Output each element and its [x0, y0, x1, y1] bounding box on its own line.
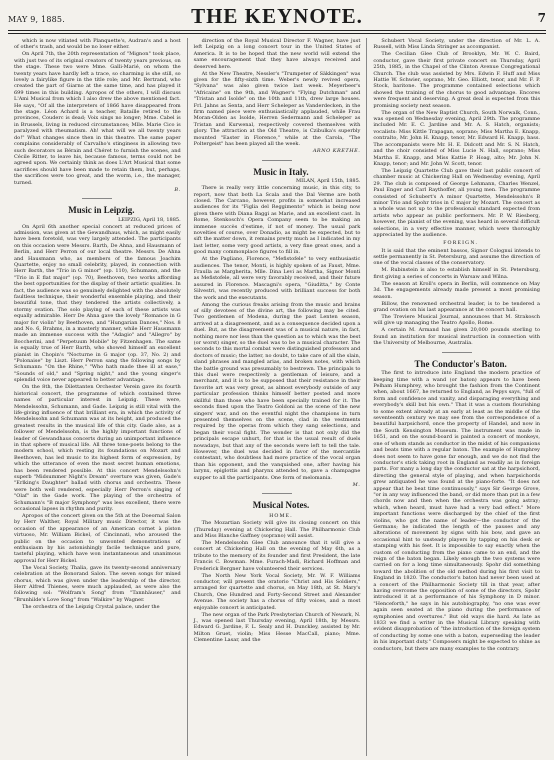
publication-title: THE KEYNOTE.: [191, 4, 363, 28]
paragraph: On the 8th, the Dilettanten Orchester Verein gave its fourth historical concert, the programme of which contained three names of particular interest in Leipzig. These were, Mendelssohn, Schumann, and Gade. Leipzig is still vital with the life-giving influence of that brilliant era, in which the activity of Mendelssohn and Schumann was at its height, and produced the greatest results in the musical life of this city. Gade also, as a follower of Mendelssohn, is the highly important functions of leader of Gewandhaus concerts during an unimportant influence in that sphere of musical life. All three tone-poets belong to the modern school, which resting its foundations on Mozart and Beethoven, has led music to its highest form of expression, by which the utterance of even the most secret human emotions, has been rendered possible. At this concert Mendelssohn's superb "Midsummer Night's Dream" overture was given, Gade's "Erlking's Daughter" ballad with chorus and orchestra. These were both well rendered, especially Herr Perron's singing of "Olaf" in the Gade work. The playing of the orchestra of Schumann's "B major Symphony" was less excellent, there were occasional lapses in rhythm and purity.: [14, 384, 181, 512]
section-title-music-in-italy: Music in Italy.: [253, 166, 309, 177]
paragraph: At the Pagliano, Florence, "Mefistofele" to very enthusiastic audiences. The tenor, Monti, is highly spoken of as Faust, Mme. Fraulla as Margherita, Mlle. Dina Levi as Martha, Signor Monti as Mefistofele, all were very favorably received, and their future assured in Florence. Mascagni's opera, "Giuditta," by Conte Silvestri, was recently produced with brilliant success for both the work and the executants.: [193, 256, 361, 301]
paragraph: direction of the Royal Musical Director F. Wagner, have just left Leipzig on a long concert tour in the United States of America. It is to be hoped that the new world will extend the same encouragement that they have always received and deserved here.: [193, 38, 361, 70]
dateline: MILAN, April 15th, 1885.: [296, 178, 361, 185]
column-3: [366, 38, 546, 756]
paragraph: There is really very little concerning music, in this city, to report, now that both La Scala and the Dal Verme are both closed. The Carcano, however, profits in somewhat increased audiences for its "Figlia del Reggimento" which is being now given there with Diana Baggi as Marie, and an excellent cast. In Rome, Stenkosch's Opera Company seem to be making an immense succès d'estime, if not of money. The usual park novelties of course, over Donadio, as might be expected, but to sift the matter down, it remains pretty much as I indicated in my last letter, some very good artists, a very fine great ones, and a good many commonplace figures to fill in.: [193, 185, 361, 256]
paragraph: The North New York Vocal Society, Mr. W. F. Williams conductor, will present the oratorio "Christ and His Soldiers," arranged for quartette and chorus, on May 18th, at St. Mary's Church, One Hundred and Forty-Second Street and Alexander Avenue. The society has a chorus of fifty voices, and a most enjoyable concert is anticipated.: [193, 572, 361, 611]
paragraph: The Treviere Musical Journal, announces that M. Strakosch will give up managing the Teatro Apollo, Rome.: [373, 314, 541, 327]
section-title-conductors-baton: The Conductor's Baton.: [414, 358, 507, 369]
author-signature: M.: [352, 481, 361, 488]
paragraph: The new organ of the Park Presbyterian Church of Newark, N. J., was opened last Thursday evening, April 18th, by Messrs. Edward G. Jardine, F. L. Sealy and H. Dunckley, assisted by Mr. Milton Gruet, violin; Miss Hesse MacCall, piano; Mme. Clementine Lasar, and the: [193, 611, 361, 644]
subhead-foreign: FOREIGN.: [443, 239, 479, 246]
paragraph: Billow, the renowned orchestral leader, is to be tendered a grand ovation on his last appearance at the concert hall.: [373, 300, 541, 313]
paragraph: A certain M. Armand has given 20,000 pounds sterling to found an institution for musical instruction in connection with the University of Melbourne, Australia.: [373, 327, 541, 347]
paragraph: The Mozartian Society will give its closing concert on this (Thursday) evening at Chickering Hall. The Philharmonic Club and Miss Blanche Gaffney (soprano) will assist.: [193, 520, 361, 539]
author-signature: B.: [174, 186, 181, 193]
page-number: 7: [537, 11, 546, 25]
paragraph: It is said that the eminent bassos, Signor Colognui intends to settle permanently in St. Petersburg, and assume the direction of one of the vocal classes of the conservatory.: [373, 247, 541, 267]
section-divider: [82, 198, 112, 199]
paragraph: The season at Kroll's opera in Berlin, will commence on May 3d. The engagements already made present a most promising season.: [373, 280, 541, 300]
paragraph: The Vocal Society, Thalia, gave its twenty-second anniversary celebration at the Bonorand Salon. The seven songs for mixed chorus, which was given under the leadership of the director, Herr Alfred Thienes, were much applauded, as were also the following sol: "Wolfram's Song" from "Tannhäuser," and "Brunhilde's Love Song" from "Walkire" by Wagner.: [14, 564, 181, 603]
article-columns: [8, 38, 546, 756]
paragraph: Among the curious freaks arising from the music and brains of silly devotees of the divine art, the following may be cited. Two gentlemen of Modena, during the past Lenten season, arrived at a disagreement, and as a consequence decided upon a duel. But, as the disagreement was of a musical nature, in fact, nothing more nor less than the question as to which was the best (or worst) singer, so the duel was to be a musical character. The seconds to this mortal combat were distinguished professors and doctors of music; the latter, no doubt, to take care of all the slain, sland phrases and mangled arias, and broken notes, with which the battle ground was presumably to bestrewn. The principals to this duel were respectively a gentleman of leisure, and a merchant, and it is to be supposed that their resistance in their favorite art was very great, as almost everybody outside of any particular profession thinks himself better posted and more skillful than those who have been specially trained for it. The seconds fixed upon the Teatro Goldoni as the scene of the new singers' war, and on the eventful night the champions in turn presented themselves on the scene, clad in the vestments required by the operas from which they sang selections, and began their vocal fight. The wonder is that not only did the principals escape unhurt, for that is the usual result of duels nowadays, but that any of the seconds were left to tell the tale. However, the duel was decided in favor of the mercantile contestant, who doubtless had more practice of the vocal organ than his opponent, and the vanquished one, after having his larynx, epiglottis and pharynx attended to, gave a champagne supper to all the participants. One form of melomania.: [193, 301, 361, 481]
paragraph: Schubert Vocal Society, under the direction of Mr. L. A. Russell, with Miss Linda Stringer as accompanist.: [373, 38, 541, 51]
column-2: [187, 38, 367, 756]
masthead-rule: [8, 30, 546, 31]
paragraph: On April 7th, the 20th representation of "Mignon" took place, with just two of its original creators of twenty years previous, on the stage. These two were Mme. Galli-Marié, on whom the twenty years have hardly left a trace, so charming is she still, so lovely a fairylike figure in the title role; and Mr. Bertrand, who created the part of Giarno at the same time, and has played it 699 times in this building. Apropos of the others, I will discuss L'Ami Musical from which I also drew the above mentioned fact. He says, "Of all the interpreters of 1866 have disappeared from the stage. Léon Achard is a teacher, Bataille retired to the provinces, Couderc is dead; Voix sings no longer; Mme. Cabel is in Brussels, living in reduced circumstances; Mlle. Marie Cico is paralyzed with rheumatism. Ah! what will we all twenty years do!" What changes since then in this theatre. The same paper complains considerably of Carvalho's stinginess in allowing two such decorators as Bérain and Chéret to furnish the scenes, and Cécile Ritter, to leave his, because famous, terms could not be agreed upon. We certainly think as does L'Art Musical that some sacrifices should have been made to retain them, but, perhaps, the sacrifices were too great, and the worm, i.e., the manager, turned.: [14, 51, 181, 186]
paragraph: The orchestra of the Leipzig Crystal palace, under the: [22, 603, 160, 610]
issue-date: MAY 9, 1885.: [8, 15, 65, 24]
paragraph: The first to introduce into England the modern practice of keeping time with a wand (or baton) appears to have been Pelham Humphrey, who brought the fashion from the Continent when, about 1667, he returned to England, as Pepys says, "full of form and confidence and vanity, and disparaging everything and everybody's skill but his own." That it was a custom flourishing to some extent already at an early at least as the middle of the seventeenth century we may see from the correspondence of a beautiful harpsichord, once the property of Handel, and now in the South Kensington Museum. The instrument was made in 1651, and on the sound-board is painted a concert of monkeys, one of whom stands as conductor in the midst of his companions and beats time with a regular baton. The example of Humphrey does not seem to have gone far enough, and we do not find the conductor's stick taking root in England as readily as in foreign parts. For many a long day the conductor sat at the harpsichord, directing the general style of playing, and when harpsichords grew antiquated he was found at the piano-forte. "It does not appear that he beat time continuously," says Sir George Grove, "or in any way influenced the band, or did more than put in a few chords now and then when the orchestra was going astray; which, when heard, must have had a very bad effect." More important functions were discharged by the chief of the first violins, who got the name of leader—the conductor of the Germans; he indicated the length of the pauses and any alterations of movement by signs with his bow, and gave an occasional hint to unsteady players by tapping on his desk or stamping with his feet. It is impossible to say exactly when the custom of conducting from the piano came to an end, and the reign of the baton began. Likely enough the two systems were carried on for a long time simultaneously. Spohr did something toward the abolition of the old method during his first visit to England in 1820. The conductor's baton had never been used at a concert of the Philharmonic Society till in that year, after having overcome the opposition of some of the directors, Spohr introduced it at a performance of his Symphony in D minor. "Henceforth," he says in his autobiography, "no one was ever again seen seated at the piano during the performance of symphonies and overtures." But old ways die hard. As late as 1833 we find a writer in the Musical Library speaking with evident disapprobation of "the introduction of the foreign system of conducting by some one with a baton, superseding the leader in his important duty." Composers might be expected to shine as conductors, but there are many examples to the contrary.: [373, 370, 541, 652]
paragraph: At the New Theatre, Nessler's "Trumpeter of Säkkingen" was given for the fifty-sixth time. Weber's newly revived opera, "Sylvana" was also given twice last week. Meyerbeer's "Africaine" on the 9th, and Wagner's "Flying Dutchman" and "Tristan and Isolde" on the 10th and 11th, drew large houses. Frl. Jahns as Senta, and Herr Scheleper as Vanderdecken, in the firm named piece were enthusiastically applauded, while Frau Moran-Olden as Isolde, Herren Sedermann and Scheleper as Tristan and Kurwenal, respectively covered themselves with glory. The attraction at the Old Theatre, is Czibulka's superbly mounted "Easter in Florence," while at the Carola, "The Poltergeist" has been played all the week.: [193, 70, 361, 148]
author-signature: ARNO KRETHE.: [312, 148, 361, 155]
section-title-musical-notes: Musical Notes.: [252, 499, 310, 510]
masthead-rule-thin: [8, 33, 546, 34]
section-divider: [442, 352, 472, 353]
dateline: LEIPZIG, April 18, 1885.: [118, 216, 181, 223]
section-divider: [262, 493, 292, 494]
paragraph: On April 6th another special concert at reduced prices of admission, was given at the Gewandhaus, which, as might easily have been foretold, was very largely attended. The participants on this occasion were Messrs. Barth, De Ahna, and Hausmann of Berlin, and Herr Perron of our local theatre. Messrs. De Ahna and Hausmann who, as members of the famous Joachim Quartette, enjoy no small celebrity, played, in connection with Herr Barth, the "Trio in G minor" (op. 110), Schumann, and the "Trio in E flat major" (op. 70), Beethoven, two works affording the best opportunities for the display of their artistic qualities. In fact, the audience was so genuinely delighted with the absolutely faultless technique, their wonderful ensemble playing, and their beautiful tone, that they tendered the artists collectively, a stormy ovation. The solo playing of each of these artists was equally admirable. Herr De Ahna gave the lovely "Romance in G major for violin" by Beethoven, and "Hungarian Dances," Nos. 8 and No. 6, Brahms, in a masterly manner, while Herr Hausmann made an immense success with the "Adagio" and "Allegro" by Boccherini, and "Perpetuum Mobile" by Fitzenhagen. The same is equally true of Herr Barth, who showed himself an excellent pianist in Chopin's "Nocturne in G major (op. 37, No. 2) and "Polonaise" by Liszt. Herr Perron sang the following songs by Schumann: "On the Rhine," "Who hath made thee ill at ease," "Sounds of old," and "Spring night," and the young singer's splendid voice never appeared to better advantage.: [14, 223, 181, 384]
paragraph: M. Rubinstein is also to establish himself in St. Petersburg, first giving a series of concerts in Warsaw and Wilna.: [373, 267, 541, 280]
column-1: [8, 38, 187, 756]
paragraph: Apropos of the concert given on the 5th at the Doeornal Salon by Herr Walther, Royal Military music Director, it was the occasion of the appearance of an American cornet à piston virtuoso, Mr. William Bickel, of Cincinnati, who aroused the public on the occasion to unwonted demonstrations of enthusiasm by his astonishingly facile technique and pure, tasteful playing, which have won instantaneous and unanimous approval for Herr Bickel.: [14, 513, 181, 564]
subhead-home: HOME.: [269, 512, 293, 519]
paragraph: The Leipzig Quartette Club gave their last public concert of chamber music at Chickering Hall on Wednesday evening, April 29. The club is composed of George Lehmann, Charles Wenzel, Paul Enger and Carl Raythoffer, all young men. The programme consisted of Schubert's A minor Quartette, Mendelssohn's B minor Trio and Spohr trios in C major by Mozart. The concert as a whole was not up to the professional standard expected from artists who appear as public performers. Mr. P. W. Riesberg, however, the pianist of the evening, was heard in several difficult selections, in a very effective manner, which were thoroughly appreciated by the audience.: [373, 167, 541, 238]
masthead: [8, 4, 546, 28]
section-title-music-in-leipzig: Music in Leipzig.: [68, 204, 135, 215]
section-divider: [262, 160, 292, 161]
paragraph: which is now vitiated with Planquette's, Audran's and a host of other's trash, and would be no loser either.: [14, 38, 181, 51]
paragraph: The organ of the New Baptist Church, South Norwalk, Conn., was opened on Wednesday evening, April 29th. The programme included Mr. E. C. Jardine and Mr. A. S. Hatch, organists; vocalists: Miss Kittle Trapagan, soprano; Miss Martha E. Knapp, contralto, Mr. John H. Knapp, tenor, Mr. Edward H. Knapp, bass. The accompanists were Mr. H. E. Didcott and Mr. S. N. Hatch, and the choir consisted of Miss Lucie N. Hall, soprano; Miss Martha E. Knapp, and Miss Kattie P. Hoag, alto; Mr. John N. Knapp, tenor; and Mr. John W. Scott, tenor.: [373, 109, 541, 167]
paragraph: The Cecilian Glee Club of Brooklyn, Mr. W. C. Baird, conductor, gave their first private concert on Thursday, April 25th, 1885, in the Chapel of the Clinton Avenue Congregational Church. The club was assisted by Mrs. Edwin F. Huff and Miss Hattie W. Schwier, soprano, Mr. Geo. Elliott, tenor, and Mr. F. P. Stock, baritone. The programme contained selections which showed the training of the chorus to good advantage. Encores were frequent and deserving. A great deal is expected from this promising society next season.: [373, 51, 541, 109]
paragraph: The Mendelssohn Glee Club announce that it will give a concert at Chickering Hall on the evening of May 6th, as a tribute to the memory of its founder and first President, the late Francis C. Bowman. Mme. Furach-Madi, Richard Hoffman and Frederick Bergner have volunteered their services.: [193, 539, 361, 572]
